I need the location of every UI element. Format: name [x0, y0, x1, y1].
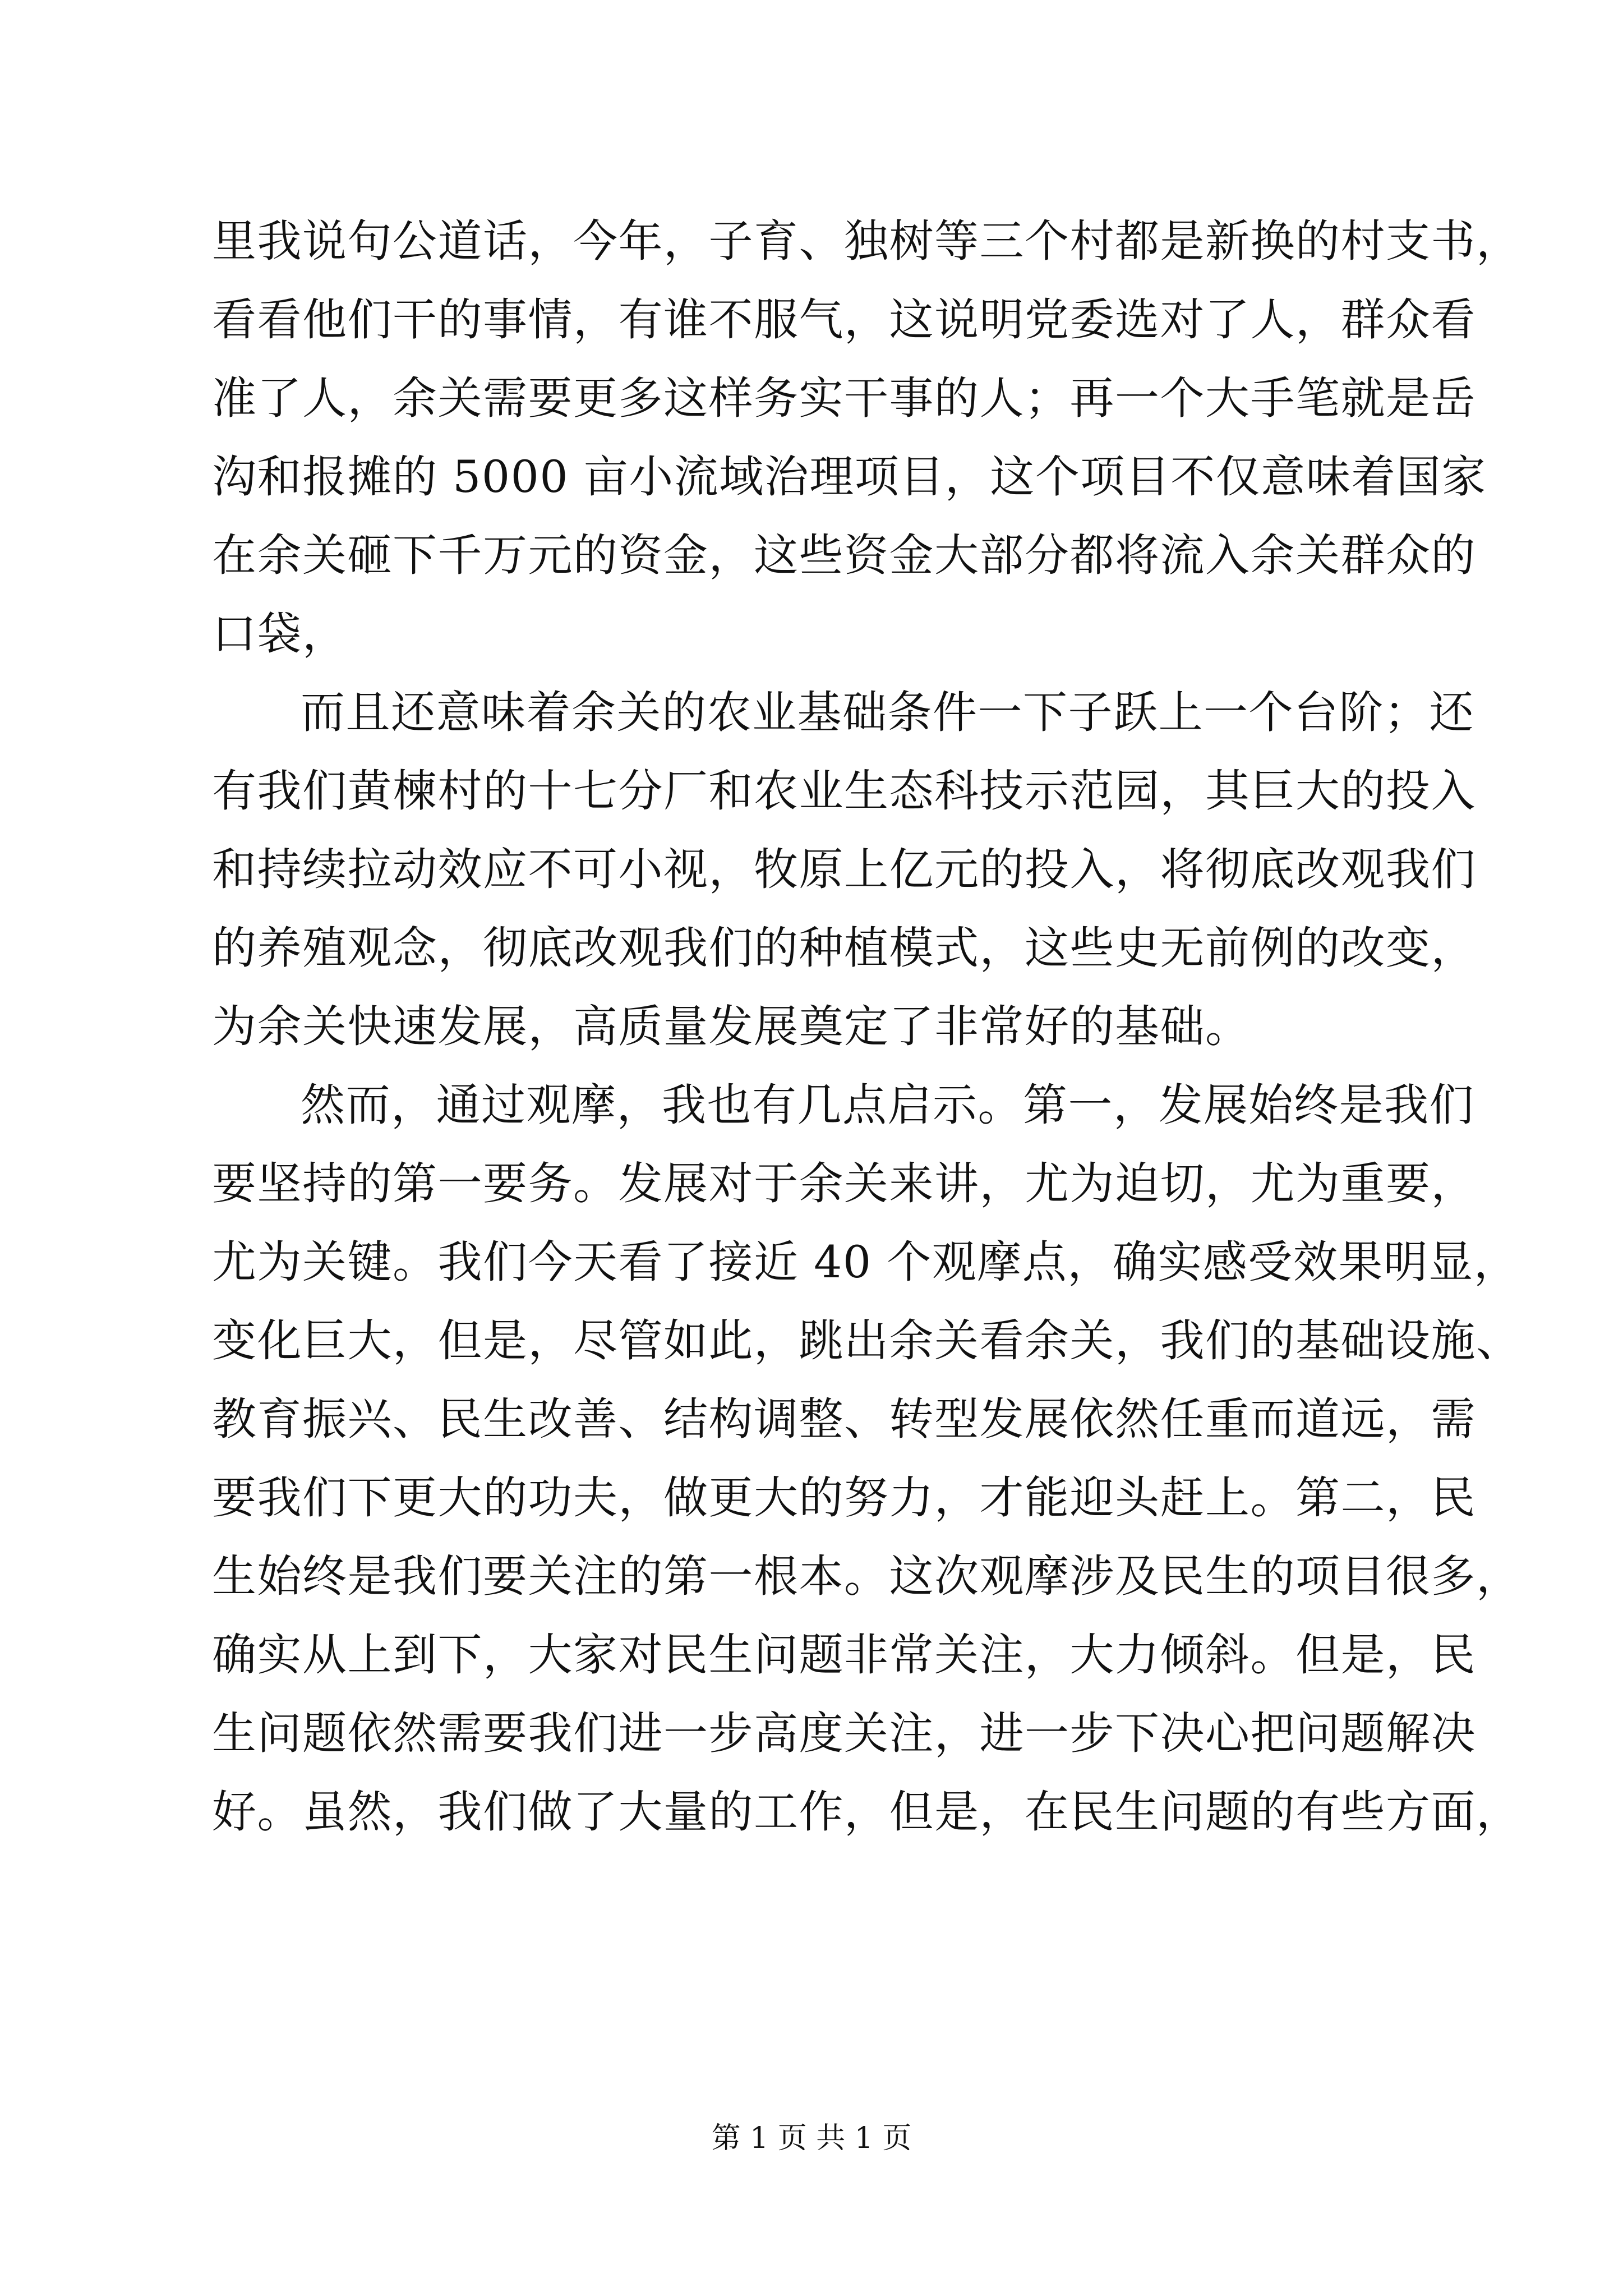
text-line: 为余关快速发展，高质量发展奠定了非常好的基础。 — [212, 1001, 1251, 1052]
text-line: 有我们黄楝村的十七分厂和农业生态科技示范园，其巨大的投入 — [212, 765, 1476, 817]
text-line: 口袋， — [212, 608, 348, 660]
text-line: 要我们下更大的功夫，做更大的努力，才能迎头赶上。第二，民 — [212, 1472, 1476, 1524]
page-number-footer: 第 1 页 共 1 页 — [711, 2122, 912, 2155]
text-line: 变化巨大，但是，尽管如此，跳出余关看余关，我们的基础设施、 — [212, 1315, 1521, 1366]
text-line: 的养殖观念，彻底改观我们的种植模式，这些史无前例的改变， — [212, 922, 1476, 974]
text-line: 在余关砸下千万元的资金，这些资金大部分都将流入余关群众的 — [212, 530, 1476, 581]
text-line: 生问题依然需要我们进一步高度关注，进一步下决心把问题解决 — [212, 1708, 1476, 1759]
text-line: 尤为关键。我们今天看了接近 40 个观摩点，确实感受效果明显， — [212, 1236, 1519, 1288]
text-line: 沟和报摊的 5000 亩小流域治理项目，这个项目不仅意味着国家 — [212, 451, 1487, 503]
text-line: 要坚持的第一要务。发展对于余关来讲，尤为迫切，尤为重要， — [212, 1158, 1476, 1209]
text-line: 好。虽然，我们做了大量的工作，但是，在民生问题的有些方面， — [212, 1786, 1521, 1838]
text-line: 准了人，余关需要更多这样务实干事的人；再一个大手笔就是岳 — [212, 372, 1476, 424]
text-line: 里我说句公道话，今年，子育、独树等三个村都是新换的村支书， — [212, 215, 1521, 267]
text-line: 看看他们干的事情，有谁不服气，这说明党委选对了人，群众看 — [212, 294, 1476, 346]
paragraph-first-line: 而且还意味着余关的农业基础条件一下子跃上一个台阶；还 — [301, 687, 1474, 738]
text-line: 生始终是我们要关注的第一根本。这次观摩涉及民生的项目很多， — [212, 1550, 1521, 1602]
paragraph-first-line: 然而，通过观摩，我也有几点启示。第一，发展始终是我们 — [301, 1079, 1474, 1131]
text-line: 教育振兴、民生改善、结构调整、转型发展依然任重而道远，需 — [212, 1393, 1476, 1445]
text-line: 和持续拉动效应不可小视，牧原上亿元的投入，将彻底改观我们 — [212, 844, 1476, 895]
text-line: 确实从上到下，大家对民生问题非常关注，大力倾斜。但是，民 — [212, 1629, 1476, 1681]
